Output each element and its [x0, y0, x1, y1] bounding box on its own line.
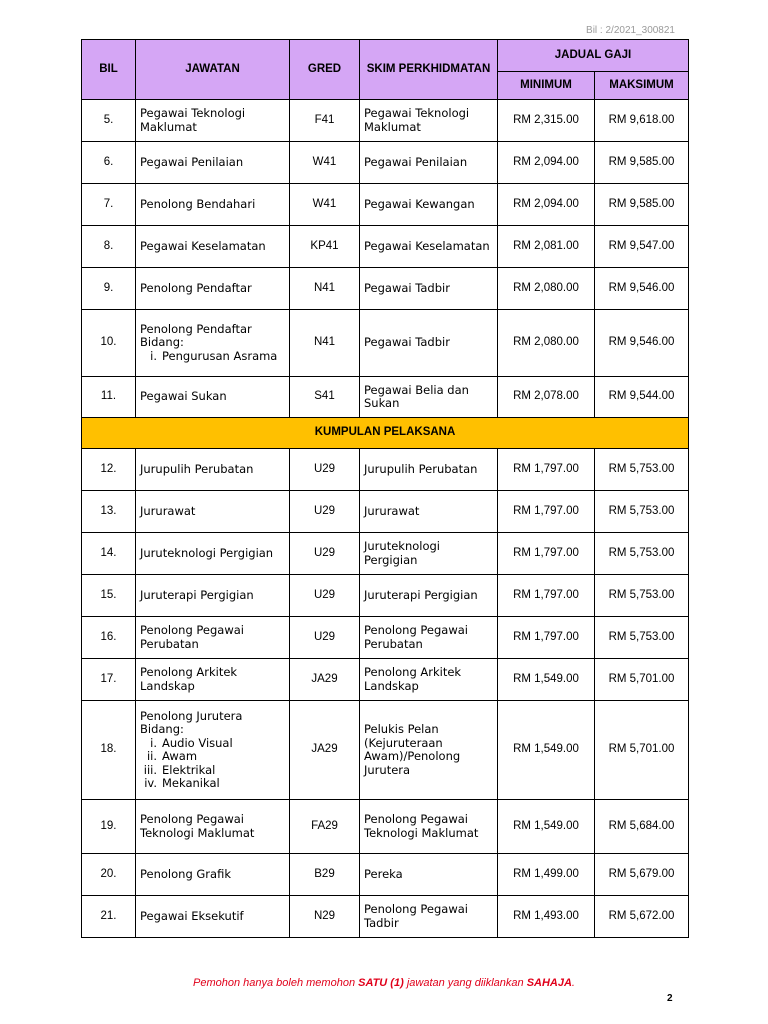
- cell-gred: B29: [290, 854, 360, 896]
- cell-gred: KP41: [290, 226, 360, 268]
- cell-jawatan: [136, 659, 290, 701]
- cell-bil: 9.: [82, 268, 136, 310]
- bidang-item-text: Pengurusan Asrama: [162, 348, 278, 363]
- jawatan-title: Pegawai Teknologi Maklumat: [140, 106, 246, 134]
- cell-skim: Pegawai Tadbir: [360, 310, 498, 377]
- cell-jawatan: [136, 575, 290, 617]
- cell-skim: Pegawai Teknologi Maklumat: [360, 100, 498, 142]
- bidang-item: [140, 764, 285, 778]
- bidang-item-text: Awam: [162, 749, 198, 763]
- cell-minimum: RM 2,315.00: [498, 100, 595, 142]
- cell-jawatan: [136, 268, 290, 310]
- cell-gred: N41: [290, 268, 360, 310]
- cell-minimum: RM 2,081.00: [498, 226, 595, 268]
- table-body-group-a: [82, 100, 689, 418]
- cell-minimum: RM 1,797.00: [498, 491, 595, 533]
- cell-jawatan: [136, 377, 290, 418]
- cell-skim: Juruteknologi Pergigian: [360, 533, 498, 575]
- jawatan-title: Penolong Pendaftar: [140, 280, 252, 295]
- cell-bil: 13.: [82, 491, 136, 533]
- cell-skim: Pelukis Pelan (Kejuruteraan Awam)/Penolong Jurutera: [360, 701, 498, 800]
- table-row: [82, 617, 689, 659]
- bidang-item-number: iii.: [143, 762, 157, 777]
- jawatan-title: Penolong Grafik: [140, 866, 231, 881]
- jawatan-title: Penolong Pegawai Teknologi Maklumat: [140, 812, 255, 840]
- cell-bil: 21.: [82, 896, 136, 938]
- cell-skim: Penolong Arkitek Landskap: [360, 659, 498, 701]
- bidang-item-number: iv.: [144, 776, 157, 790]
- cell-gred: U29: [290, 491, 360, 533]
- cell-skim: Juruterapi Pergigian: [360, 575, 498, 617]
- cell-skim: Pereka: [360, 854, 498, 896]
- jawatan-title: Pegawai Sukan: [140, 389, 227, 404]
- cell-jawatan: [136, 142, 290, 184]
- jawatan-title: Pegawai Eksekutif: [140, 908, 244, 923]
- cell-minimum: RM 1,549.00: [498, 800, 595, 854]
- cell-jawatan: [136, 800, 290, 854]
- bidang-item-text: Elektrikal: [162, 762, 216, 777]
- cell-maksimum: RM 9,547.00: [595, 226, 689, 268]
- bidang-item: [140, 737, 285, 751]
- cell-jawatan: [136, 226, 290, 268]
- table-row: [82, 533, 689, 575]
- cell-minimum: RM 1,493.00: [498, 896, 595, 938]
- cell-gred: U29: [290, 533, 360, 575]
- cell-bil: 7.: [82, 184, 136, 226]
- bidang-item-number: ii.: [146, 749, 157, 763]
- jawatan-title: Jurupulih Perubatan: [140, 461, 254, 476]
- cell-minimum: RM 2,078.00: [498, 377, 595, 418]
- cell-maksimum: RM 5,753.00: [595, 491, 689, 533]
- cell-maksimum: RM 9,544.00: [595, 377, 689, 418]
- table-row: [82, 854, 689, 896]
- header-gred: GRED: [290, 40, 360, 100]
- cell-jawatan: [136, 617, 290, 659]
- table-body-group-b: [82, 449, 689, 938]
- footer-note-emphasis-1: SATU (1): [358, 977, 404, 989]
- bidang-list: [140, 737, 285, 791]
- cell-bil: 17.: [82, 659, 136, 701]
- jawatan-title: Jururawat: [140, 503, 196, 518]
- cell-jawatan: [136, 184, 290, 226]
- cell-gred: JA29: [290, 659, 360, 701]
- cell-jawatan: [136, 449, 290, 491]
- table-row: [82, 142, 689, 184]
- table-row: [82, 377, 689, 418]
- cell-bil: 12.: [82, 449, 136, 491]
- cell-skim: Pegawai Kewangan: [360, 184, 498, 226]
- bidang-list: [140, 350, 285, 364]
- cell-minimum: RM 1,549.00: [498, 659, 595, 701]
- cell-gred: U29: [290, 617, 360, 659]
- cell-minimum: RM 1,797.00: [498, 533, 595, 575]
- cell-maksimum: RM 9,585.00: [595, 184, 689, 226]
- cell-maksimum: RM 5,672.00: [595, 896, 689, 938]
- table-row: [82, 226, 689, 268]
- cell-gred: U29: [290, 575, 360, 617]
- bidang-item: [140, 350, 285, 364]
- cell-maksimum: RM 5,684.00: [595, 800, 689, 854]
- cell-skim: Jururawat: [360, 491, 498, 533]
- cell-maksimum: RM 5,753.00: [595, 449, 689, 491]
- jawatan-title: Pegawai Penilaian: [140, 154, 244, 169]
- table-header: [82, 40, 689, 100]
- cell-bil: 18.: [82, 701, 136, 800]
- cell-bil: 14.: [82, 533, 136, 575]
- cell-jawatan: [136, 100, 290, 142]
- bidang-item-number: i.: [150, 735, 157, 750]
- cell-skim: Pegawai Penilaian: [360, 142, 498, 184]
- bidang-item-text: Mekanikal: [162, 776, 220, 790]
- jawatan-title: Juruterapi Pergigian: [140, 587, 254, 602]
- cell-bil: 16.: [82, 617, 136, 659]
- table-row: [82, 896, 689, 938]
- cell-maksimum: RM 5,753.00: [595, 533, 689, 575]
- cell-maksimum: RM 5,701.00: [595, 701, 689, 800]
- header-jadual-gaji: JADUAL GAJI: [498, 40, 689, 72]
- bidang-item-number: i.: [150, 348, 157, 363]
- cell-jawatan: [136, 491, 290, 533]
- cell-gred: S41: [290, 377, 360, 418]
- cell-bil: 11.: [82, 377, 136, 418]
- header-maksimum: MAKSIMUM: [595, 72, 689, 100]
- cell-skim: Pegawai Keselamatan: [360, 226, 498, 268]
- cell-minimum: RM 1,797.00: [498, 617, 595, 659]
- table-row: [82, 701, 689, 800]
- table-row: [82, 184, 689, 226]
- cell-bil: 15.: [82, 575, 136, 617]
- cell-bil: 8.: [82, 226, 136, 268]
- cell-gred: N29: [290, 896, 360, 938]
- cell-minimum: RM 2,094.00: [498, 184, 595, 226]
- cell-maksimum: RM 5,753.00: [595, 617, 689, 659]
- cell-maksimum: RM 9,546.00: [595, 268, 689, 310]
- cell-minimum: RM 1,797.00: [498, 449, 595, 491]
- cell-gred: W41: [290, 184, 360, 226]
- header-skim: SKIM PERKHIDMATAN: [360, 40, 498, 100]
- cell-bil: 6.: [82, 142, 136, 184]
- cell-skim: Pegawai Tadbir: [360, 268, 498, 310]
- cell-minimum: RM 1,549.00: [498, 701, 595, 800]
- table-row: [82, 268, 689, 310]
- cell-maksimum: RM 5,753.00: [595, 575, 689, 617]
- jawatan-title: Pegawai Keselamatan: [140, 238, 266, 253]
- cell-gred: N41: [290, 310, 360, 377]
- table-row: [82, 310, 689, 377]
- cell-minimum: RM 2,080.00: [498, 310, 595, 377]
- jawatan-title: Penolong Bendahari: [140, 196, 256, 211]
- bidang-item: [140, 750, 285, 764]
- cell-bil: 5.: [82, 100, 136, 142]
- cell-jawatan: [136, 533, 290, 575]
- jawatan-title: Penolong Jurutera: [140, 708, 243, 723]
- cell-gred: FA29: [290, 800, 360, 854]
- cell-bil: 20.: [82, 854, 136, 896]
- footer-note-text-1: Pemohon hanya boleh memohon: [193, 977, 359, 989]
- cell-skim: Pegawai Belia dan Sukan: [360, 377, 498, 418]
- header-jawatan: JAWATAN: [136, 40, 290, 100]
- cell-maksimum: RM 9,618.00: [595, 100, 689, 142]
- cell-maksimum: RM 5,679.00: [595, 854, 689, 896]
- jawatan-title: Penolong Pendaftar: [140, 321, 252, 336]
- salary-table: [81, 39, 689, 938]
- cell-jawatan: [136, 701, 290, 800]
- cell-minimum: RM 2,080.00: [498, 268, 595, 310]
- table-row: [82, 449, 689, 491]
- table-row: [82, 491, 689, 533]
- cell-maksimum: RM 5,701.00: [595, 659, 689, 701]
- page-number: 2: [667, 993, 673, 1004]
- header-minimum: MINIMUM: [498, 72, 595, 100]
- cell-jawatan: [136, 896, 290, 938]
- footer-note-emphasis-2: SAHAJA: [526, 977, 572, 989]
- cell-skim: Penolong Pegawai Perubatan: [360, 617, 498, 659]
- header-bil: BIL: [82, 40, 136, 100]
- cell-jawatan: [136, 310, 290, 377]
- cell-minimum: RM 1,797.00: [498, 575, 595, 617]
- cell-jawatan: [136, 854, 290, 896]
- jawatan-title: Penolong Arkitek Landskap: [140, 665, 238, 693]
- cell-minimum: RM 1,499.00: [498, 854, 595, 896]
- footer-note-text-2: jawatan yang diiklankan: [403, 977, 527, 989]
- section-kumpulan-pelaksana: KUMPULAN PELAKSANA: [82, 418, 689, 449]
- cell-minimum: RM 2,094.00: [498, 142, 595, 184]
- cell-gred: F41: [290, 100, 360, 142]
- cell-skim: Penolong Pegawai Teknologi Maklumat: [360, 800, 498, 854]
- cell-gred: JA29: [290, 701, 360, 800]
- cell-gred: W41: [290, 142, 360, 184]
- table-row: [82, 100, 689, 142]
- table-section: [82, 418, 689, 449]
- footer-note-text-3: .: [571, 977, 575, 989]
- table-row: [82, 575, 689, 617]
- jawatan-title: Juruteknologi Pergigian: [140, 545, 274, 560]
- bidang-label: Bidang:: [140, 722, 184, 736]
- table-row: [82, 800, 689, 854]
- cell-bil: 10.: [82, 310, 136, 377]
- jawatan-title: Penolong Pegawai Perubatan: [140, 623, 244, 651]
- cell-skim: Jurupulih Perubatan: [360, 449, 498, 491]
- cell-maksimum: RM 9,585.00: [595, 142, 689, 184]
- cell-maksimum: RM 9,546.00: [595, 310, 689, 377]
- bidang-label: Bidang:: [140, 335, 184, 350]
- cell-gred: U29: [290, 449, 360, 491]
- bidang-item: [140, 777, 285, 791]
- cell-skim: Penolong Pegawai Tadbir: [360, 896, 498, 938]
- document-reference: Bil : 2/2021_300821: [586, 25, 675, 36]
- bidang-item-text: Audio Visual: [162, 735, 233, 750]
- table-row: [82, 659, 689, 701]
- cell-bil: 19.: [82, 800, 136, 854]
- footer-note: [0, 977, 768, 989]
